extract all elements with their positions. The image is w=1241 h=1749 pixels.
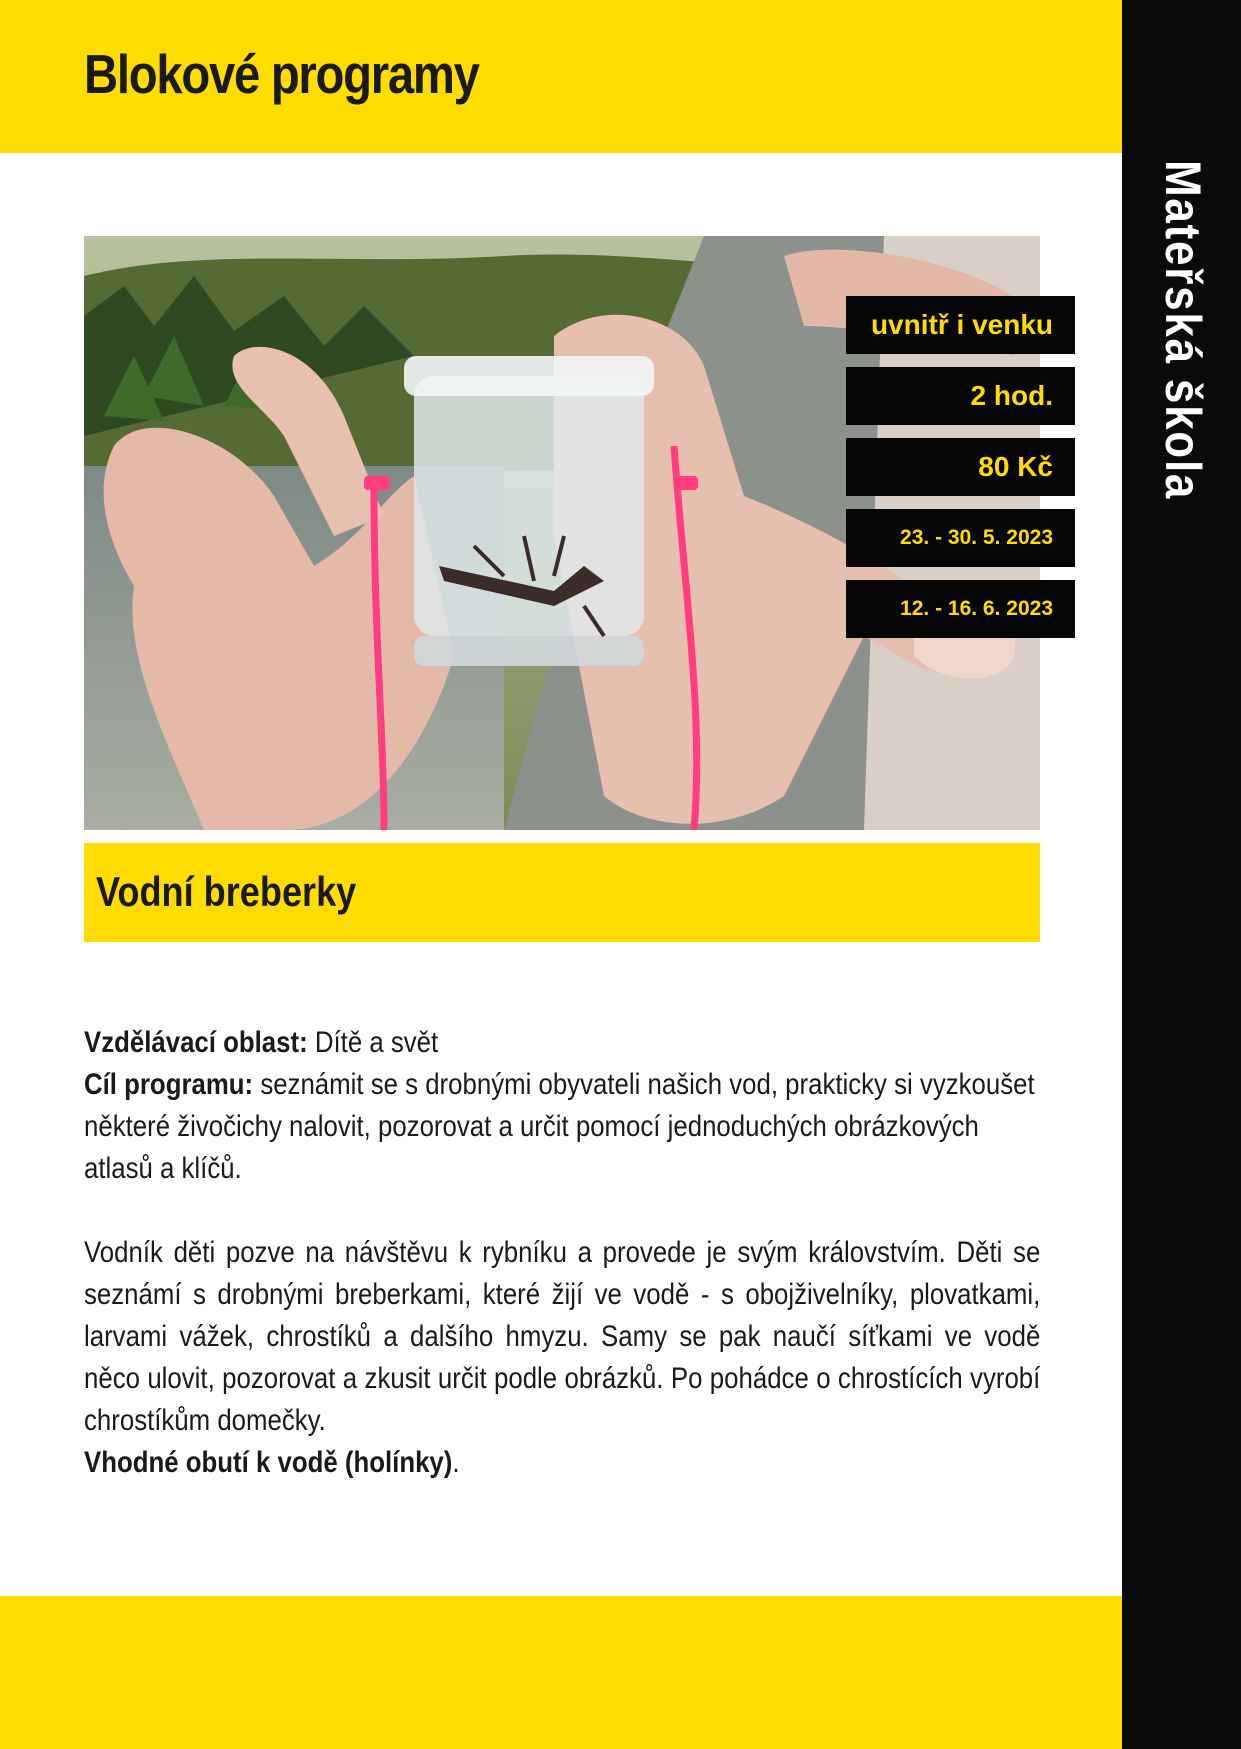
tag-date-2: 12. - 16. 6. 2023	[846, 580, 1075, 638]
tag-place: uvnitř i venku	[846, 296, 1075, 354]
header-band	[0, 0, 1122, 153]
description-text: Vodník děti pozve na návštěvu k rybníku a provede je svým královstvím. Děti se seznámí s drobnými breberkami, které žijí ve vodě - s obojživelníky, plovatkami, larvami vážek, chrostíků a dalšího hmyzu. Samy se pak naučí síťkami ve vodě něco ulovit, pozorovat a zkusit určit podle obrázků. Po pohádce o chrostících vyrobí chrostíkům domečky.	[84, 1236, 1041, 1437]
area-line	[84, 1022, 1040, 1064]
area-value: Dítě a svět	[314, 1026, 439, 1059]
program-title: Vodní breberky	[96, 868, 357, 915]
sidebar-label: Mateřská škola	[1155, 160, 1211, 501]
paragraph-gap	[84, 1190, 1040, 1232]
program-title-box	[84, 843, 1040, 942]
footer-band	[0, 1596, 1122, 1749]
footwear-note: Vhodné obutí k vodě (holínky)	[84, 1446, 453, 1479]
tag-duration: 2 hod.	[846, 367, 1075, 425]
program-description	[84, 1022, 1040, 1484]
tag-price: 80 Kč	[846, 438, 1075, 496]
tag-date-1: 23. - 30. 5. 2023	[846, 509, 1075, 567]
footwear-end: .	[452, 1446, 460, 1479]
program-tags	[846, 296, 1075, 651]
footwear-line	[84, 1442, 1040, 1484]
goal-label: Cíl programu:	[84, 1068, 254, 1101]
goal-text: seznámit se s drobnými obyvateli našich vod, prakticky si vyzkoušet některé živočichy nalovit, pozorovat a určit pomocí jednoduchých obrázkových atlasů a klíčů.	[84, 1068, 1035, 1185]
page-title: Blokové programy	[84, 43, 479, 105]
goal-line	[84, 1064, 1040, 1190]
area-label: Vzdělávací oblast:	[84, 1026, 308, 1059]
